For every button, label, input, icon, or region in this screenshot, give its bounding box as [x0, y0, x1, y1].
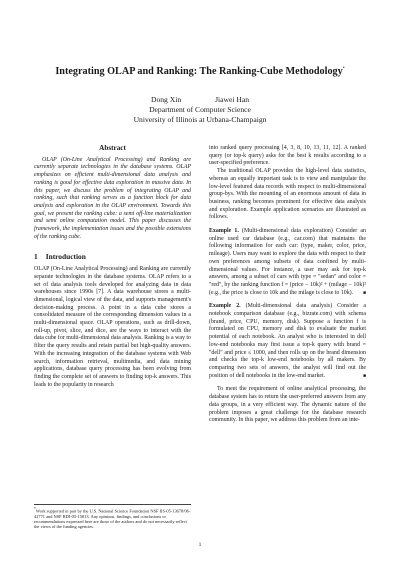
- section-number: 1: [34, 252, 38, 262]
- right-column: [209, 145, 366, 425]
- page-number: 1: [198, 542, 202, 548]
- example-1: [209, 228, 366, 297]
- footnote-text: Work supported in part by the U.S. National Science Foundation NSF IIS-05-13678/06-42771 and NSF BDI-05-15813. Any opinions, findings, and conclusions or recommendations expressed here are those of the authors and do not necessarily reflect the views of the funding agencies.: [34, 508, 191, 530]
- example-label: Example 1.: [209, 228, 239, 235]
- body-paragraph: To meet the requirement of online analytical processing, the database system has to return the user-preferred answers from any data groups, in a very efficient way. The dynamic nature of the problem imposes a great challenge for the database research community. In this paper, we address this problem from an inte-: [209, 386, 366, 424]
- section-title: Introduction: [45, 252, 86, 262]
- footnote: [34, 504, 191, 529]
- author-names: [0, 95, 400, 105]
- section-heading: [34, 253, 191, 261]
- paper-title: [0, 66, 400, 77]
- author-name: Dong Xin: [150, 95, 182, 104]
- author-name: Jiawei Han: [215, 95, 250, 104]
- author-block: [0, 95, 400, 125]
- title-text: Integrating OLAP and Ranking: The Ranking-Cube Methodology: [55, 66, 343, 77]
- qed-mark: ■: [362, 373, 366, 379]
- title-footnote-mark: *: [342, 66, 345, 71]
- example-text: (Multi-dimensional data analysis) Consider a notebook comparison database (e.g., bizrate.com) with schema (brand, price, CPU, memory, disk). Suppose a function f is formulated on CPU, memory and disk to evaluate the market potential of each notebook. An analyst who is interested in dell low-end notebooks may first issue a top-k query with brand = "dell" and price ≤ 1000, and then rolls up on the brand dimension and checks the top-k low-end notebooks by all makers. By comparing two sets of answers, the analyst will find out the position of dell notebooks in the low-end market.: [209, 303, 366, 379]
- example-label: Example 2.: [209, 303, 241, 310]
- qed-mark: ■: [362, 290, 366, 296]
- example-text: (Multi-dimensional data exploration) Consider an online used car database (e.g., car.com) that maintains the following information for each car: (type, maker, color, price, mileage). Users may want to explore the data with respect to their own preferences among subsets of data confined by multi-dimensional values. For instance, a user may ask for top-k answers, among a subset of cars with type = "sedan" and color = "red", by the ranking function f = (price − 10k)² + (milage − 10k)² (e.g., the price is close to 10k and the milage is close to 10k).: [209, 228, 366, 296]
- body-paragraph: into ranked query processing [4, 3, 8, 10, 13, 11, 12]. A ranked query (or top-k query) asks for the best k results according to a user-specified preference.: [209, 145, 366, 167]
- intro-paragraph: OLAP (On-Line Analytical Processing) and Ranking are currently separate technologies in the database systems. OLAP refers to a set of data analysis tools developed for analyzing data in data warehouses since 1990s [7]. A data warehouse stores a multi-dimensional, logical view of the data, and supports management's decision-making process. A point in a data cube stores a consolidated measure of the corresponding dimension values in a multi-dimensional space. OLAP operations, such as drill-down, roll-up, pivot, slice, and dice, are the ways to interact with the data cube for multi-dimensional data analysis. Ranking is a way to filter the query results and retain partial but high-quality answers. With the increasing integration of the database systems with Web search, information retrieval, multimedia, and data mining applications, database query processing has been evolving from finding the complete set of answers to finding top-k answers. This leads to the popularity in research: [34, 266, 191, 388]
- footnote-mark: *: [34, 507, 36, 511]
- department: Department of Computer Science: [149, 105, 251, 114]
- abstract-heading: Abstract: [99, 144, 126, 152]
- example-2: [209, 303, 366, 380]
- university: University of Illinois at Urbana-Champaign: [133, 115, 267, 124]
- abstract-text: OLAP (On-Line Analytical Processing) and Ranking are currently separate technologies in the database systems. OLAP emphasizes on efficient multi-dimensional data analysis and ranking is good for effective data exploration in massive data. In this paper, we discuss the problem of integrating OLAP and ranking, such that ranking serves as a function block for data analysis and exploration in the OLAP environment. Towards this goal, we present the ranking cube: a semi off-line materialization and semi online computation model. This paper discusses the framework, the implementation issues and the possible extensions of the ranking cube.: [34, 156, 191, 240]
- left-column: [34, 145, 191, 389]
- body-paragraph: The traditional OLAP provides the high-level data statistics, whereas an equally important task is to view and manipulate the low-level featured data records with respect to multi-dimensional group-bys. With the mounting of an enormous amount of data in business, ranking becomes prominent for effective data analysis and exploration. Example application scenarios are illustrated as follows.: [209, 168, 366, 221]
